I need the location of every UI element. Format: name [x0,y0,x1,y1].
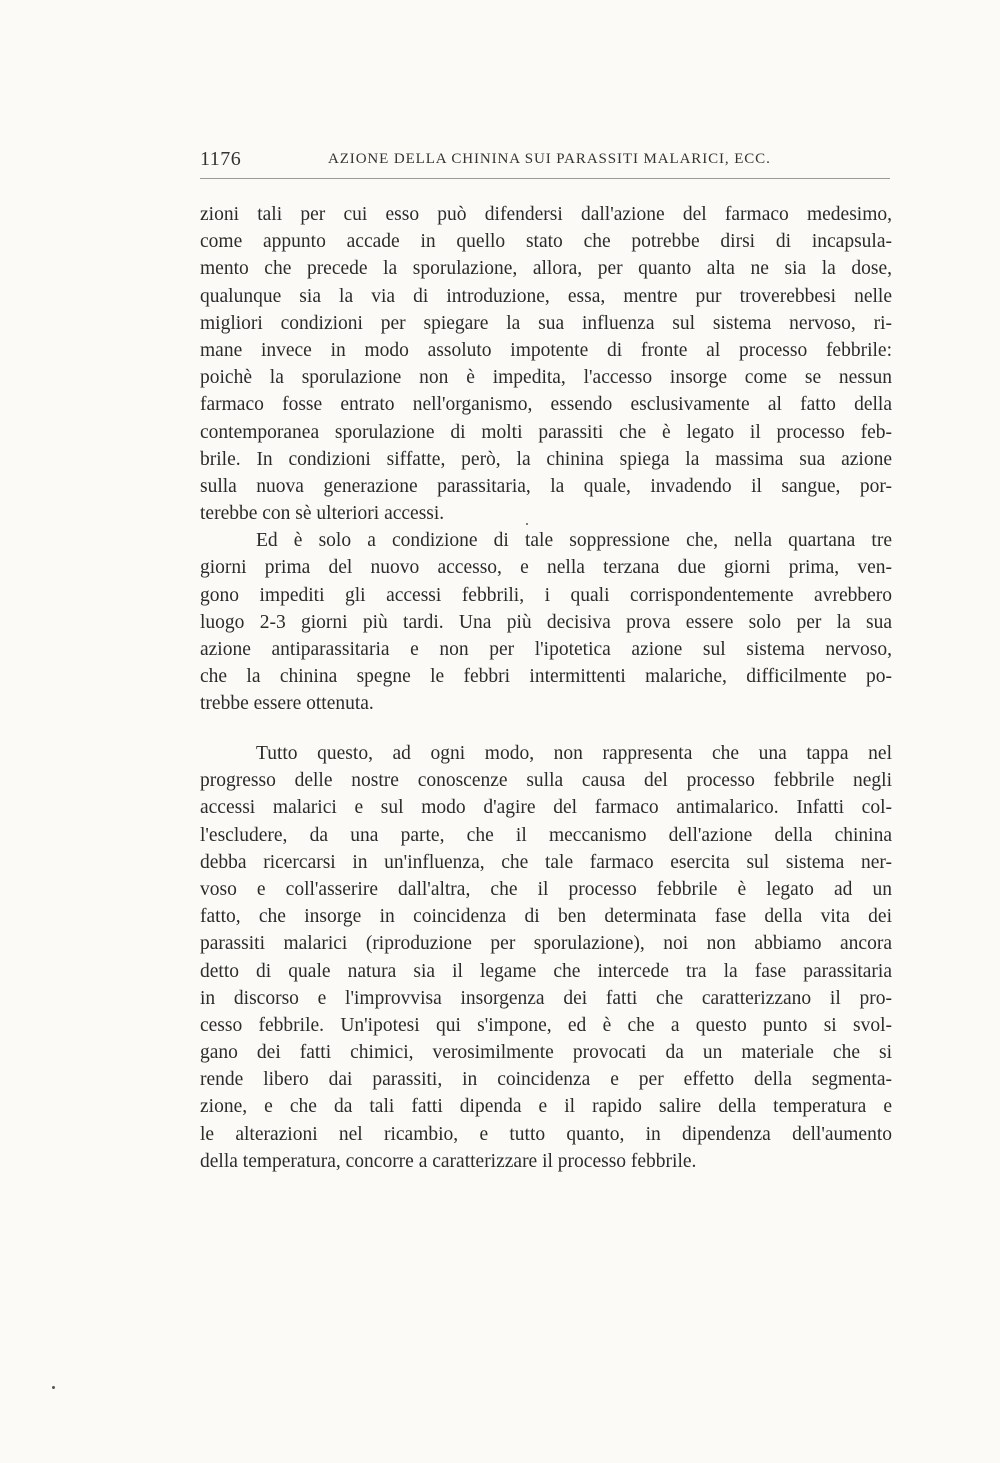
text-line: qualunque sia la via di introduzione, essa, mentre pur troverebbesi nelle [200,285,892,307]
text-line: trebbe essere ottenuta. [200,693,374,715]
text-line: gano dei fatti chimici, verosimilmente provocati da un materiale che si [200,1042,892,1064]
paper-speck [526,523,528,525]
running-title: AZIONE DELLA CHININA SUI PARASSITI MALARICI, ECC. [328,151,771,167]
text-line: fatto, che insorge in coincidenza di ben determinata fase della vita dei [200,906,892,928]
text-line: Ed è solo a condizione di tale soppressione che, nella quartana tre [256,530,892,552]
text-line: zioni tali per cui esso può difendersi dall'azione del farmaco medesimo, [200,204,892,225]
paper-speck [52,1386,55,1389]
text-line: brile. In condizioni siffatte, però, la chinina spiega la massima sua azione [200,448,892,470]
text-line: gono impediti gli accessi febbrili, i quali corrispondentemente avrebbero [200,584,892,606]
text-line: mane invece in modo assoluto impotente di fronte al processo febbrile: [200,339,892,361]
body-text-upper [200,201,892,718]
text-line: Tutto questo, ad ogni modo, non rappresenta che una tappa nel [256,743,892,764]
text-line: debba ricercarsi in un'influenza, che tale farmaco esercita sul sistema ner- [200,851,892,873]
text-line: farmaco fosse entrato nell'organismo, essendo esclusivamente al fatto della [200,394,892,416]
page-number: 1176 [200,148,242,170]
text-line: luogo 2-3 giorni più tardi. Una più decisiva prova essere solo per la sua [200,611,892,633]
text-line: che la chinina spegne le febbri intermittenti malariche, difficilmente po- [200,666,892,688]
text-line: mento che precede la sporulazione, allora, per quanto alta ne sia la dose, [200,258,892,280]
text-line: parassiti malarici (riproduzione per sporulazione), noi non abbiamo ancora [200,933,892,955]
text-line: poichè la sporulazione non è impedita, l'accesso insorge come se nessun [200,367,892,389]
text-line: migliori condizioni per spiegare la sua influenza sul sistema nervoso, ri- [200,312,892,334]
paragraph-continuation [200,201,892,527]
text-line: zione, e che da tali fatti dipenda e il rapido salire della temperatura e [200,1096,892,1118]
text-line: detto di quale natura sia il legame che intercede tra la fase parassitaria [200,960,892,982]
text-line: rende libero dai parassiti, in coincidenza e per effetto della segmenta- [200,1069,892,1091]
text-line: terebbe con sè ulteriori accessi. [200,503,445,525]
text-line: in discorso e l'improvvisa insorgenza dei fatti che caratterizzano il pro- [200,987,892,1009]
paragraph-ed-e-solo [200,527,892,717]
text-line: giorni prima del nuovo accesso, e nella terzana due giorni prima, ven- [200,557,892,579]
text-line: voso e coll'asserire dall'altra, che il processo febbrile è legato ad un [200,878,892,900]
text-line: accessi malarici e sul modo d'agire del farmaco antimalarico. Infatti col- [200,797,892,819]
text-line: come appunto accade in quello stato che potrebbe dirsi di incapsula- [200,231,892,253]
running-head [200,148,890,179]
paragraph-tutto-questo [200,740,892,1175]
text-line: sulla nuova generazione parassitaria, la quale, invadendo il sangue, por- [200,475,892,497]
text-line: l'escludere, da una parte, che il meccanismo dell'azione della chinina [200,824,892,846]
text-line: cesso febbrile. Un'ipotesi qui s'impone, ed è che a questo punto si svol- [200,1014,892,1036]
text-line: le alterazioni nel ricambio, e tutto quanto, in dipendenza dell'aumento [200,1123,892,1145]
text-line: contemporanea sporulazione di molti parassiti che è legato il processo feb- [200,421,892,443]
text-line: della temperatura, concorre a caratterizzare il processo febbrile. [200,1150,697,1172]
body-text-lower [200,740,892,1175]
text-line: azione antiparassitaria e non per l'ipotetica azione sul sistema nervoso, [200,639,892,660]
text-line: progresso delle nostre conoscenze sulla causa del processo febbrile negli [200,770,892,792]
